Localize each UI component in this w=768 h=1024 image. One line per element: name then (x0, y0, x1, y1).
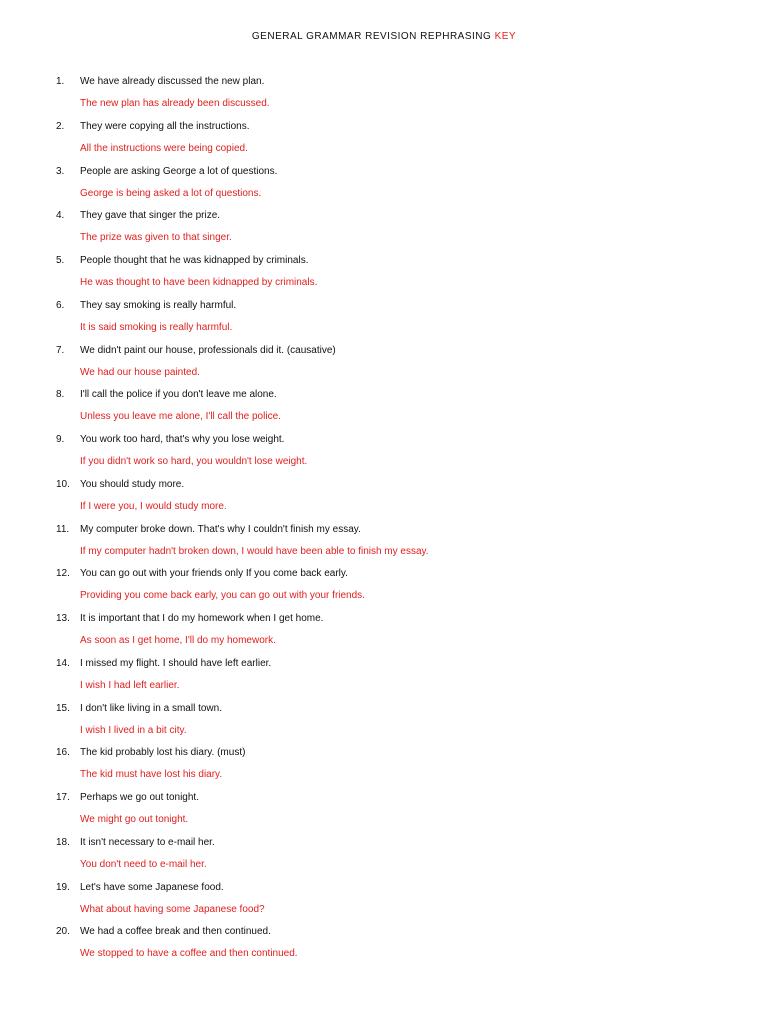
list-item (0, 523, 768, 568)
item-question: We have already discussed the new plan. (80, 76, 265, 87)
item-question: You can go out with your friends only If you come back early. (80, 568, 348, 580)
item-number: 2. (56, 120, 65, 132)
item-question: The kid probably lost his diary. (must) (80, 747, 246, 759)
item-answer: If you didn't work so hard, you wouldn't lose weight. (80, 456, 308, 467)
list-item (0, 746, 768, 791)
item-question: People are asking George a lot of questions. (80, 165, 278, 177)
item-answer: All the instructions were being copied. (80, 142, 248, 154)
item-question: I'll call the police if you don't leave me alone. (80, 389, 277, 401)
item-answer: You don't need to e-mail her. (80, 858, 207, 870)
list-item (0, 612, 768, 657)
item-question: Perhaps we go out tonight. (80, 792, 199, 803)
item-question: Let's have some Japanese food. (80, 881, 224, 893)
item-answer: He was thought to have been kidnapped by criminals. (80, 277, 318, 288)
item-number: 9. (56, 434, 65, 445)
item-question: We had a coffee break and then continued. (80, 926, 271, 938)
item-number: 6. (56, 299, 65, 311)
item-answer: If I were you, I would study more. (80, 500, 227, 512)
item-number: 16. (56, 747, 70, 759)
item-question: I don't like living in a small town. (80, 702, 222, 714)
item-question: You should study more. (80, 478, 185, 490)
list-item (0, 791, 768, 836)
item-question: They were copying all the instructions. (80, 120, 250, 132)
exercise-list (0, 75, 768, 970)
item-answer: I wish I had left earlier. (80, 679, 180, 691)
list-item (0, 299, 768, 344)
item-question: I missed my flight. I should have left earlier. (80, 657, 272, 669)
item-question: People thought that he was kidnapped by criminals. (80, 255, 309, 266)
item-number: 17. (56, 792, 70, 803)
page-title (0, 31, 768, 42)
list-item (0, 881, 768, 926)
list-item (0, 388, 768, 433)
item-question: They gave that singer the prize. (80, 210, 221, 222)
item-number: 14. (56, 657, 70, 669)
item-number: 3. (56, 165, 65, 177)
item-number: 10. (56, 478, 70, 490)
item-answer: It is said smoking is really harmful. (80, 321, 233, 333)
item-answer: I wish I lived in a bit city. (80, 724, 187, 736)
list-item (0, 209, 768, 254)
item-answer: The new plan has already been discussed. (80, 98, 270, 109)
item-answer: Providing you come back early, you can go out with your friends. (80, 590, 365, 602)
item-answer: We stopped to have a coffee and then continued. (80, 948, 298, 960)
item-answer: If my computer hadn't broken down, I would have been able to finish my essay. (80, 545, 429, 557)
list-item (0, 120, 768, 165)
item-question: It is important that I do my homework when I get home. (80, 613, 324, 624)
item-number: 11. (56, 523, 70, 535)
list-item (0, 836, 768, 881)
item-question: We didn't paint our house, professionals did it. (causative) (80, 344, 336, 356)
item-number: 8. (56, 389, 65, 401)
list-item (0, 254, 768, 299)
item-question: My computer broke down. That's why I couldn't finish my essay. (80, 523, 361, 535)
item-answer: The prize was given to that singer. (80, 232, 232, 244)
item-number: 1. (56, 76, 65, 87)
item-answer: George is being asked a lot of questions. (80, 187, 262, 199)
item-number: 4. (56, 210, 65, 222)
item-question: It isn't necessary to e-mail her. (80, 836, 215, 848)
list-item (0, 567, 768, 612)
list-item (0, 478, 768, 523)
list-item (0, 657, 768, 702)
item-number: 7. (56, 344, 65, 356)
item-answer: Unless you leave me alone, I'll call the police. (80, 411, 281, 423)
item-answer: We might go out tonight. (80, 814, 189, 825)
item-answer: What about having some Japanese food? (80, 903, 265, 915)
title-key: KEY (494, 31, 517, 42)
item-number: 15. (56, 702, 70, 714)
item-question: They say smoking is really harmful. (80, 299, 237, 311)
item-number: 12. (56, 568, 70, 580)
item-answer: The kid must have lost his diary. (80, 769, 223, 781)
list-item (0, 344, 768, 389)
item-answer: As soon as I get home, I'll do my homework. (80, 635, 276, 646)
item-number: 5. (56, 255, 65, 266)
item-number: 19. (56, 881, 70, 893)
item-number: 13. (56, 613, 70, 624)
list-item (0, 702, 768, 747)
list-item (0, 433, 768, 478)
list-item (0, 165, 768, 210)
item-answer: We had our house painted. (80, 366, 200, 378)
item-question: You work too hard, that's why you lose weight. (80, 434, 285, 445)
title-main: GENERAL GRAMMAR REVISION REPHRASING (251, 31, 495, 42)
item-number: 20. (56, 926, 70, 938)
item-number: 18. (56, 836, 70, 848)
list-item (0, 925, 768, 970)
list-item (0, 75, 768, 120)
